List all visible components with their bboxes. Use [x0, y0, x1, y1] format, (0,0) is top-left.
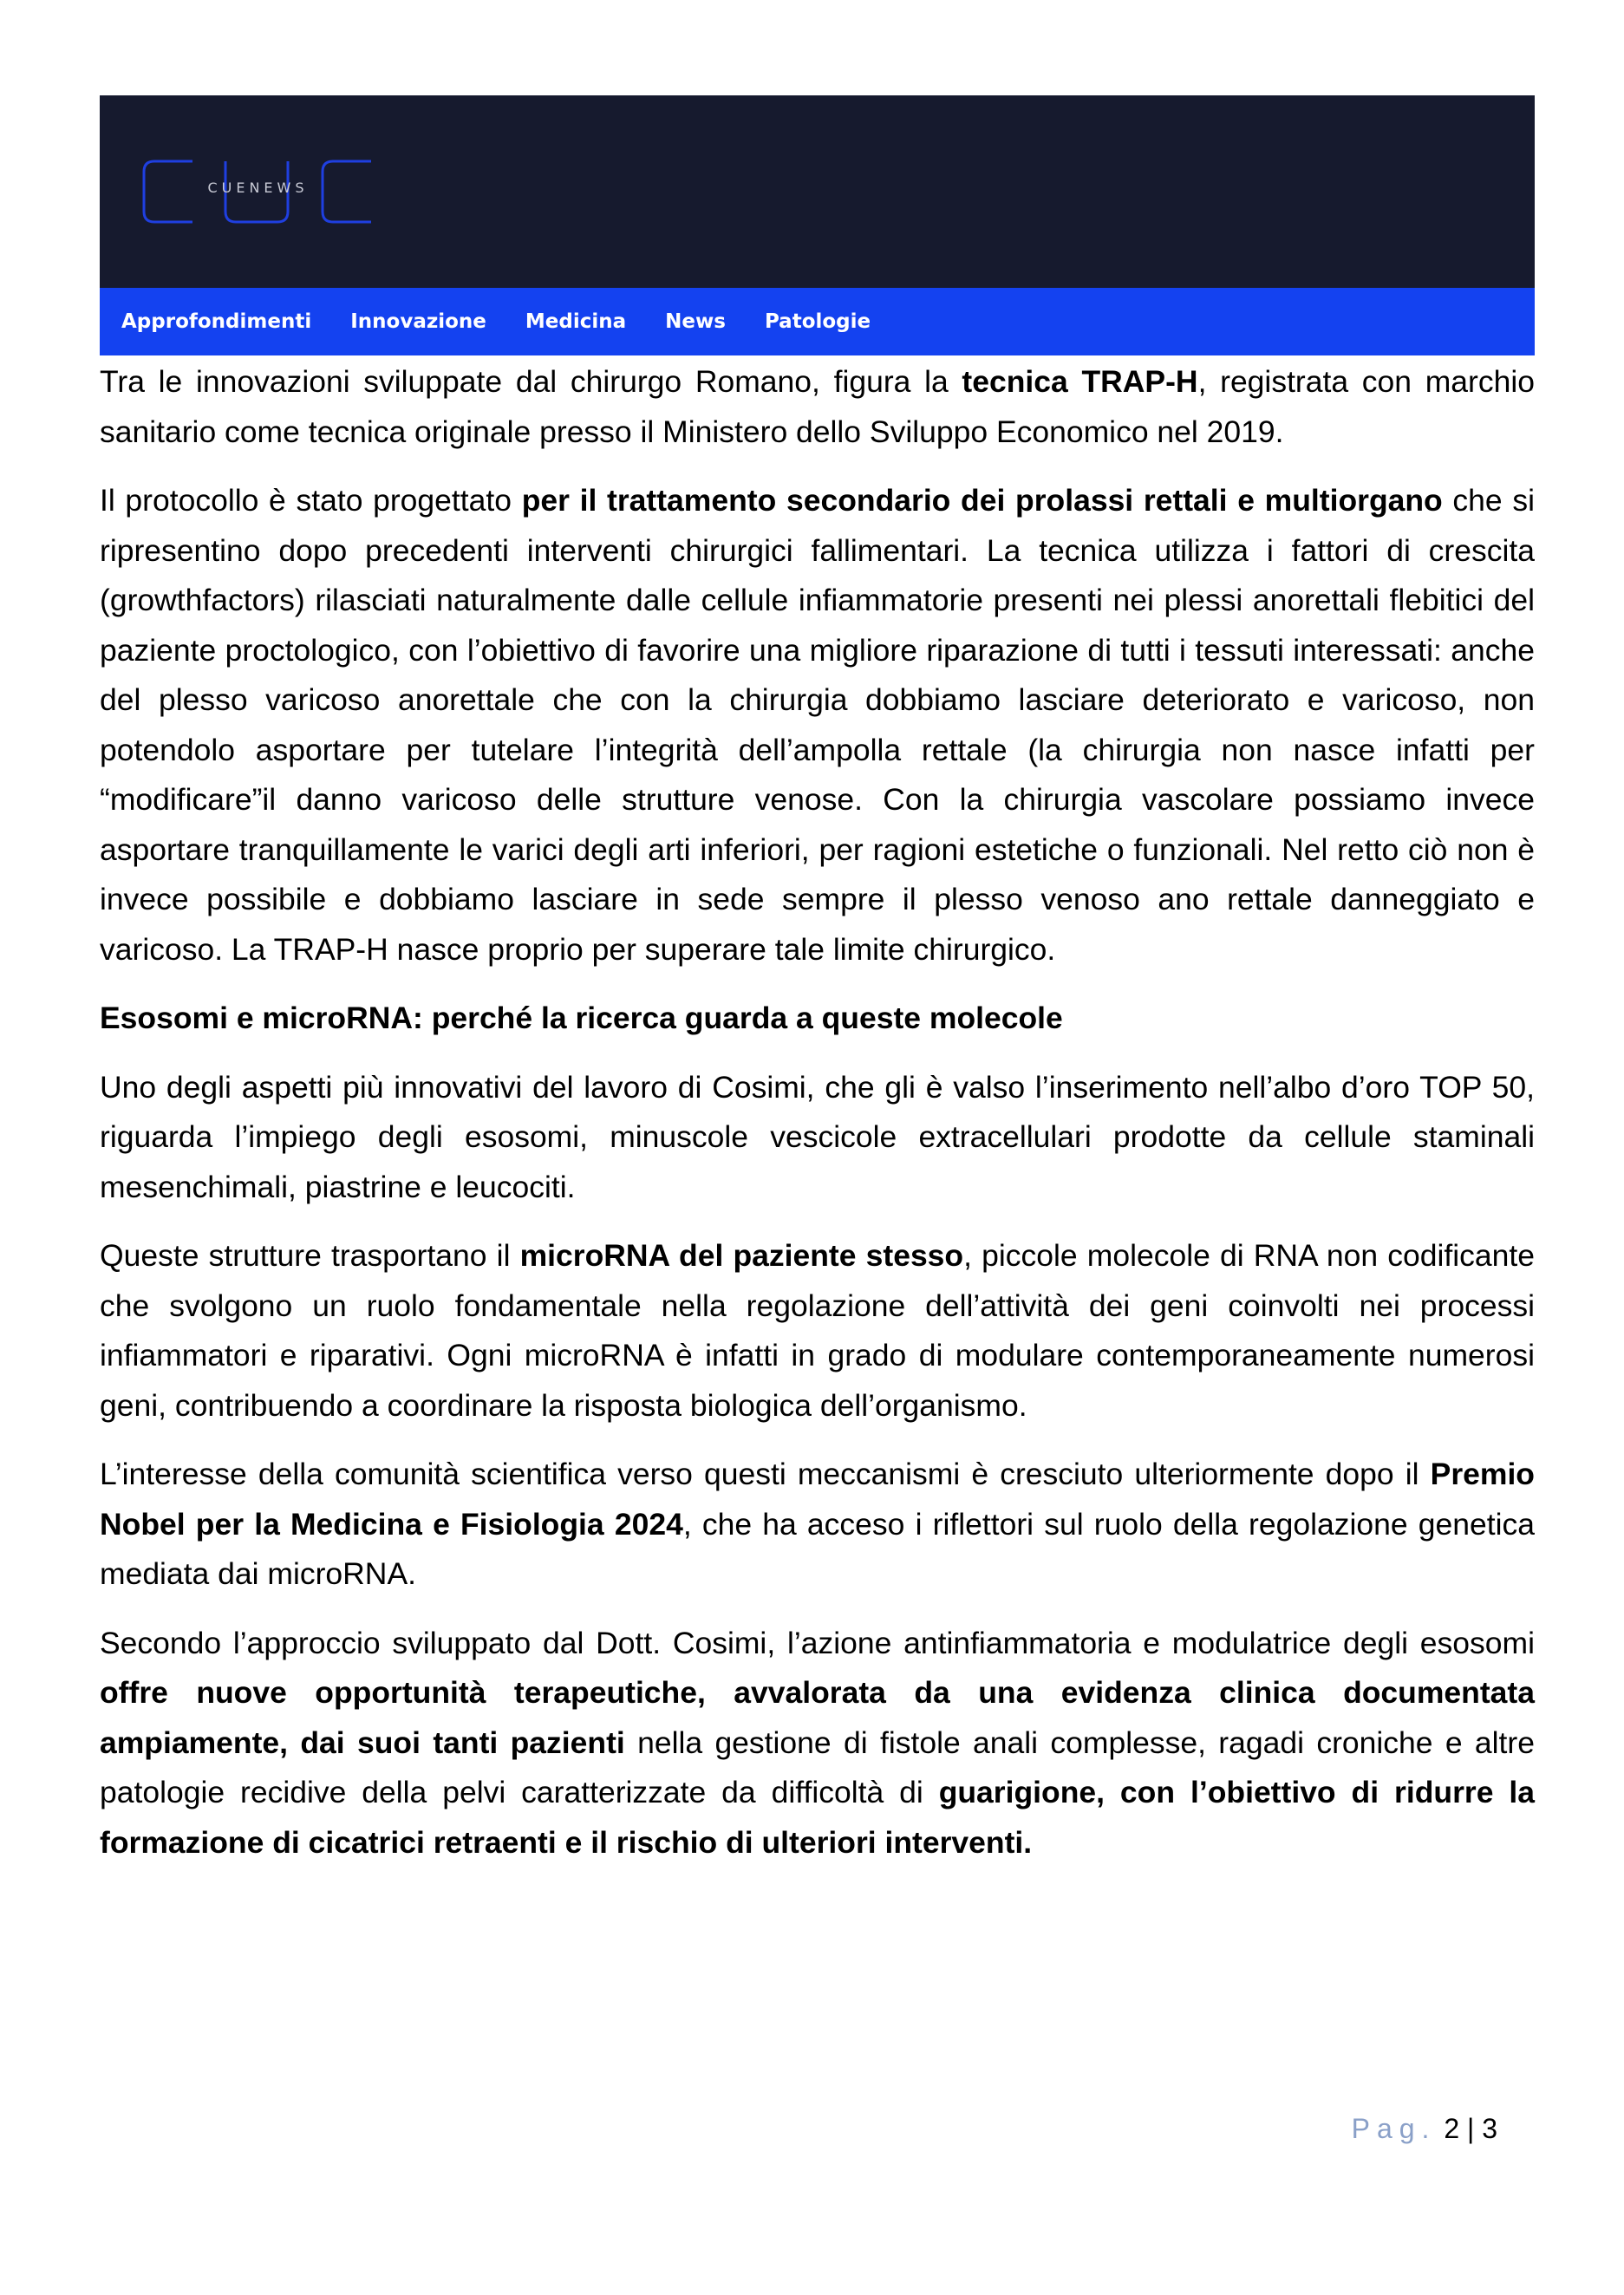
site-header	[100, 95, 1535, 355]
bold-run: Premio Nobel per la Medicina e Fisiologia 2024	[100, 1457, 1535, 1542]
text-run: Il protocollo è stato progettato	[100, 483, 522, 518]
page-separator: |	[1467, 2113, 1475, 2144]
total-pages: 3	[1482, 2113, 1497, 2144]
page-number	[1352, 2113, 1497, 2145]
text-run: nella gestione di fistole anali complesse, ragadi croniche e altre patologie recidive della pelvi caratterizzate da difficoltà di	[100, 1725, 1535, 1809]
article-body	[100, 357, 1535, 1887]
logo-text: CUENEWS	[207, 179, 309, 196]
text-run: Uno degli aspetti più innovativi del lavoro di Cosimi, che gli è valso l’inserimento nell’albo d’oro TOP 50, riguarda l’impiego degli esosomi, minuscole vescicole extracellulari prodotte da cellule staminali mesenchimali, piastrine e leucociti.	[100, 1069, 1535, 1204]
paragraph-nobel	[100, 1450, 1535, 1600]
bold-run: guarigione, con l’obiettivo di ridurre la formazione di cicatrici retraenti e il rischio di ulteriori interventi.	[100, 1775, 1535, 1860]
header-banner	[100, 95, 1535, 288]
text-run: , piccole molecole di RNA non codificante che svolgono un ruolo fondamentale nella regolazione dell’attività dei geni coinvolti nei processi infiammatori e riparativi. Ogni microRNA è infatti in grado di modulare contemporaneamente numerosi geni, contribuendo a coordinare la risposta biologica dell’organismo.	[100, 1238, 1535, 1423]
main-nav	[100, 288, 1535, 355]
text-run: L’interesse della comunità scientifica verso questi meccanismi è cresciuto ulteriormente dopo il	[100, 1457, 1431, 1491]
page-label: Pag.	[1351, 2113, 1437, 2144]
paragraph-trap-h	[100, 357, 1535, 457]
cuenews-logo[interactable]	[139, 156, 377, 227]
paragraph-approccio	[100, 1619, 1535, 1868]
text-run: Secondo l’approccio sviluppato dal Dott. Cosimi, l’azione antinfiammatoria e modulatrice degli esosomi	[100, 1625, 1535, 1660]
nav-item-news[interactable]: News	[665, 310, 726, 333]
paragraph-protocollo	[100, 476, 1535, 975]
bold-run: per il trattamento secondario dei prolassi rettali e multiorgano	[521, 483, 1443, 518]
text-run: Tra le innovazioni sviluppate dal chirurgo Romano, figura la	[100, 364, 962, 399]
nav-item-patologie[interactable]: Patologie	[764, 310, 871, 333]
paragraph-esosomi	[100, 1063, 1535, 1213]
nav-item-innovazione[interactable]: Innovazione	[350, 310, 486, 333]
bold-run: tecnica TRAP-H	[962, 364, 1198, 399]
nav-item-approfondimenti[interactable]: Approfondimenti	[121, 310, 312, 333]
bold-run: offre nuove opportunità terapeutiche, avvalorata da una evidenza clinica documentata ampiamente, dai suoi tanti pazienti	[100, 1675, 1535, 1760]
text-run: , registrata con marchio sanitario come tecnica originale presso il Ministero dello Sviluppo Economico nel 2019.	[100, 364, 1535, 449]
text-run: , che ha acceso i riflettori sul ruolo della regolazione genetica mediata dai microRNA.	[100, 1506, 1535, 1591]
current-page: 2	[1444, 2113, 1460, 2144]
text-run: Queste strutture trasportano il	[100, 1238, 520, 1273]
nav-item-medicina[interactable]: Medicina	[525, 310, 627, 333]
text-run: che si ripresentino dopo precedenti interventi chirurgici fallimentari. La tecnica utilizza i fattori di crescita (growthfactors) rilasciati naturalmente dalle cellule infiammatorie presenti nei plessi anorettali flebitici del paziente proctologico, con l’obiettivo di favorire una migliore riparazione di tutti i tessuti interessati: anche del plesso varicoso anorettale che con la chirurgia dobbiamo lasciare deteriorato e varicoso, non potendolo asportare per tutelare l’integrità dell’ampolla rettale (la chirurgia non nasce infatti per “modificare”il danno varicoso delle strutture venose. Con la chirurgia vascolare possiamo invece asportare tranquillamente le varici degli arti inferiori, per ragioni estetiche o funzionali. Nel retto ciò non è invece possibile e dobbiamo lasciare in sede sempre il plesso venoso ano rettale danneggiato e varicoso. La TRAP-H nasce proprio per superare tale limite chirurgico.	[100, 483, 1535, 967]
section-heading: Esosomi e microRNA: perché la ricerca guarda a queste molecole	[100, 1001, 1063, 1035]
paragraph-microrna	[100, 1231, 1535, 1431]
bold-run: microRNA del paziente stesso	[519, 1238, 964, 1273]
